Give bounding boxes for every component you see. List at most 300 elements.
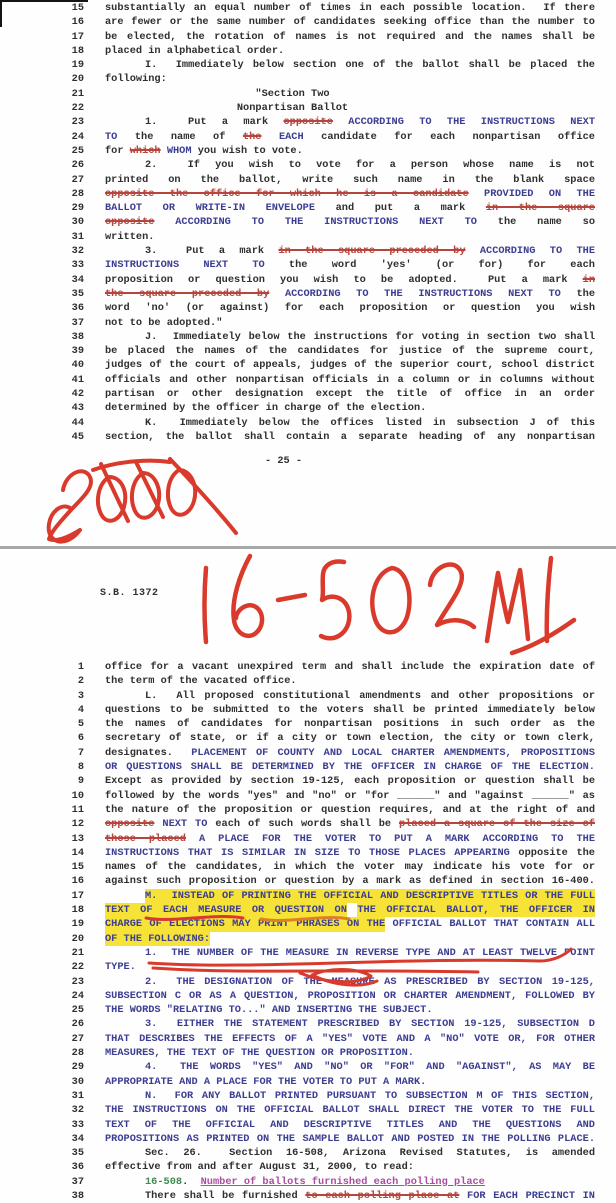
line-text xyxy=(105,330,595,344)
text-line xyxy=(0,115,616,129)
line-text xyxy=(105,87,595,101)
body-text: word 'no' (or against) for each proposition or question you wish xyxy=(105,302,595,315)
deleted-text: opposite the office for which he is a candidate xyxy=(105,187,469,200)
inserted-text: 4. THE WORDS "YES" AND "NO" OR "FOR" AND "AGAINST", AS MAY BE xyxy=(145,1061,595,1074)
line-text xyxy=(105,115,595,129)
body-text: proposition or question you wish to be adopted. Put a mark xyxy=(105,273,583,286)
line-text xyxy=(105,101,595,115)
line-number: 23 xyxy=(71,975,84,988)
line-number: 7 xyxy=(77,746,84,759)
line-text xyxy=(105,660,595,674)
line-text xyxy=(105,358,595,372)
page-number-text: - 25 - xyxy=(265,455,303,467)
line-number: 26 xyxy=(71,159,84,172)
line-number: 20 xyxy=(71,73,84,86)
text-line xyxy=(0,660,616,674)
line-number: 21 xyxy=(71,87,84,100)
text-line xyxy=(0,932,616,946)
text-line xyxy=(0,301,616,315)
body-text: L. All proposed constitutional amendments and other propositions or xyxy=(145,689,595,702)
body-text: 3. Put a mark xyxy=(145,245,279,258)
inserted-text: APPROPRIATE AND A PLACE FOR THE VOTER TO PUT A MARK. xyxy=(105,1075,427,1088)
line-text xyxy=(105,1118,595,1132)
line-text xyxy=(105,287,595,301)
line-text xyxy=(105,1046,595,1060)
line-number: 33 xyxy=(71,259,84,272)
line-number: 19 xyxy=(71,59,84,72)
line-text xyxy=(105,187,595,201)
line-number: 17 xyxy=(71,889,84,902)
text-line xyxy=(0,58,616,72)
line-number: 34 xyxy=(71,1132,84,1145)
inserted-text: INSTRUCTIONS THAT IS SIMILAR IN SIZE TO THOSE PLACES APPEARING xyxy=(105,846,510,859)
line-number: 3 xyxy=(77,689,84,702)
line-number: 16 xyxy=(71,16,84,29)
line-number: 12 xyxy=(71,818,84,831)
text-line xyxy=(0,401,616,415)
line-text xyxy=(105,258,595,272)
text-line xyxy=(0,832,616,846)
deleted-text: which xyxy=(129,144,161,157)
text-line xyxy=(0,1046,616,1060)
body-text: printed on the ballot, write such name in the blank space xyxy=(105,173,595,186)
line-text xyxy=(105,1017,595,1031)
body-text: judges of the court of appeals, judges of the superior court, school district xyxy=(105,359,595,372)
inserted-text: 2. THE DESIGNATION OF THE MEASURE AS PRESCRIBED BY SECTION 19-125, xyxy=(145,975,595,988)
inserted-text: PROVIDED ON THE xyxy=(484,187,595,200)
line-number: 28 xyxy=(71,187,84,200)
body-text: each of such words shall be xyxy=(207,818,399,831)
handwritten-2000-mark xyxy=(49,459,236,542)
body-text: not to be adopted." xyxy=(105,316,223,329)
inserted-text: ACCORDING TO THE INSTRUCTIONS NEXT xyxy=(348,116,595,129)
line-number: 39 xyxy=(71,345,84,358)
text-line xyxy=(0,946,616,960)
text-line xyxy=(0,1003,616,1017)
text-line xyxy=(0,1175,616,1189)
line-number: 17 xyxy=(71,30,84,43)
text-line xyxy=(0,330,616,344)
body-text: K. Immediately below the offices listed in subsection J of this xyxy=(145,416,595,429)
inserted-text: THAT DESCRIBES THE EFFECTS OF A "YES" VOTE AND A "NO" VOTE OR, FOR OTHER xyxy=(105,1032,595,1045)
line-text xyxy=(105,1032,595,1046)
body-text: followed by the words "yes" and "no" or "for ______" and "against ______" as xyxy=(105,789,595,802)
line-number: 13 xyxy=(71,832,84,845)
inserted-text: OFFICIAL BALLOT THAT CONTAIN ALL xyxy=(385,918,595,931)
inserted-text: NEXT TO xyxy=(162,818,208,831)
inserted-text: TYPE. xyxy=(105,961,136,974)
line-number: 38 xyxy=(71,330,84,343)
body-text: and put a mark xyxy=(315,202,486,215)
deleted-text: the square preceded by xyxy=(105,287,270,300)
inserted-text: OR QUESTIONS SHALL BE DETERMINED BY THE OFFICER IN CHARGE OF THE ELECTION. xyxy=(105,761,595,774)
text-line xyxy=(0,358,616,372)
text-line xyxy=(0,1103,616,1117)
line-text xyxy=(105,960,595,974)
body-text xyxy=(261,131,278,143)
inserted-text: ACCORDING TO THE xyxy=(479,245,595,258)
text-line xyxy=(0,817,616,831)
line-number: 36 xyxy=(71,302,84,315)
deleted-text: placed a square of the size of xyxy=(399,818,595,831)
text-line xyxy=(0,903,616,917)
text-line xyxy=(0,30,616,44)
text-line xyxy=(0,1,616,15)
text-line xyxy=(0,975,616,989)
inserted-text: THE WORDS "RELATING TO..." AND INSERTING THE SUBJECT. xyxy=(105,1004,433,1017)
line-text xyxy=(105,932,595,946)
deleted-text: in xyxy=(582,273,595,286)
line-text xyxy=(105,344,595,358)
deleted-text: those placed xyxy=(105,832,186,845)
line-text xyxy=(105,774,595,788)
body-text: for xyxy=(105,144,130,157)
line-text xyxy=(105,703,595,717)
line-number: 34 xyxy=(71,273,84,286)
body-text: designates. xyxy=(105,746,192,759)
text-line xyxy=(0,273,616,287)
body-text: . xyxy=(182,1175,201,1188)
body-text: officials and other nonpartisan officials in a column or in columns without xyxy=(105,373,595,386)
page-1 xyxy=(0,1,616,444)
line-number: 22 xyxy=(71,961,84,974)
body-text: effective from and after August 31, 2000, to read: xyxy=(105,1161,414,1174)
line-text xyxy=(105,731,595,745)
line-text xyxy=(105,1075,595,1089)
body-text xyxy=(466,245,480,257)
line-number: 24 xyxy=(71,130,84,143)
text-line xyxy=(0,416,616,430)
page-2 xyxy=(0,660,616,1203)
line-text xyxy=(105,201,595,215)
text-line xyxy=(0,674,616,688)
line-text xyxy=(105,789,595,803)
body-text: the word 'yes' (or for) for each xyxy=(264,259,595,272)
body-text: secretary of state, or if a city or town election, the city or town clerk, xyxy=(105,732,595,745)
line-text xyxy=(105,15,595,29)
body-text: names of the candidates, in which the voter may indicate his vote for or xyxy=(105,861,595,874)
line-text xyxy=(105,373,595,387)
line-number: 41 xyxy=(71,373,84,386)
line-number: 37 xyxy=(71,1175,84,1188)
body-text: 1. Put a mark xyxy=(145,116,284,129)
page-number-footer xyxy=(105,455,485,467)
body-text: determined by the officer in charge of the election. xyxy=(105,402,427,415)
body-text: the nature of the proposition or question requires, and at the right of and xyxy=(105,803,595,816)
text-line xyxy=(0,889,616,903)
line-number: 16 xyxy=(71,875,84,888)
body-text: written. xyxy=(105,230,155,243)
inserted-text: MEASURES, THE TEXT OF THE QUESTION OR PROPOSITION. xyxy=(105,1047,414,1060)
line-text xyxy=(105,416,595,430)
body-text xyxy=(459,1190,467,1202)
body-text: Nonpartisan Ballot xyxy=(236,102,349,115)
body-text: Except as provided by section 19-125, each proposition or question shall be xyxy=(105,775,595,788)
body-text: the names of candidates for nonpartisan positions in such order as the xyxy=(105,718,595,731)
text-line xyxy=(0,101,616,115)
inserted-text: FOR EACH PRECINCT IN xyxy=(467,1189,595,1202)
body-text: opposite the xyxy=(509,846,595,859)
line-text xyxy=(105,173,595,187)
line-text xyxy=(105,144,595,158)
body-text: I. Immediately below section one of the ballot shall be placed the xyxy=(145,59,595,72)
text-line xyxy=(0,746,616,760)
line-text xyxy=(105,1,595,15)
inserted-text: WHOM xyxy=(166,144,192,157)
text-line xyxy=(0,44,616,58)
text-line xyxy=(0,846,616,860)
line-number: 25 xyxy=(71,144,84,157)
inserted-text: 1. THE NUMBER OF THE MEASURE IN REVERSE TYPE AND AT LEAST TWELVE POINT xyxy=(145,946,595,959)
text-line xyxy=(0,87,616,101)
handwritten-16-502-m1-mark xyxy=(205,556,575,653)
line-number: 38 xyxy=(71,1189,84,1202)
line-number: 32 xyxy=(71,245,84,258)
line-text xyxy=(105,72,595,86)
line-number: 18 xyxy=(71,44,84,57)
line-number: 44 xyxy=(71,416,84,429)
text-line xyxy=(0,1089,616,1103)
line-number: 19 xyxy=(71,918,84,931)
inserted-text: TEXT OF THE OFFICIAL AND DESCRIPTIVE TITLES AND THE QUESTIONS AND xyxy=(105,1118,595,1131)
text-line xyxy=(0,1075,616,1089)
section-number: 16-508 xyxy=(145,1175,183,1188)
text-line xyxy=(0,316,616,330)
line-number: 5 xyxy=(77,718,84,731)
body-text: candidate for each nonpartisan office xyxy=(303,130,595,143)
text-line xyxy=(0,1118,616,1132)
line-text xyxy=(105,760,595,774)
highlighted-text: CHARGE OF ELECTIONS MAY PRINT PHRASES ON THE xyxy=(105,918,386,931)
text-line xyxy=(0,689,616,703)
text-line xyxy=(0,287,616,301)
body-text: the xyxy=(560,287,595,300)
line-text xyxy=(105,1132,595,1146)
highlighted-text: OF THE FOLLOWING: xyxy=(105,932,211,945)
line-number: 15 xyxy=(71,861,84,874)
line-number: 45 xyxy=(71,430,84,443)
line-text xyxy=(105,1189,595,1203)
inserted-text: ACCORDING TO THE INSTRUCTIONS NEXT TO xyxy=(175,216,477,229)
body-text: "Section Two xyxy=(255,87,330,100)
line-number: 25 xyxy=(71,1004,84,1017)
inserted-text: SUBSECTION C OR AS A QUESTION, PROPOSITION OR CHARTER AMENDMENT, FOLLOWED BY xyxy=(105,989,595,1002)
line-number: 35 xyxy=(71,1147,84,1160)
inserted-text: ACCORDING TO THE INSTRUCTIONS NEXT TO xyxy=(284,287,561,300)
highlighted-text: THE OFFICIAL BALLOT, THE OFFICER IN xyxy=(357,904,595,917)
deleted-text: opposite xyxy=(105,216,155,229)
section-title: Number of ballots furnished each polling place xyxy=(200,1175,485,1188)
line-number: 18 xyxy=(71,904,84,917)
highlighted-text: TEXT OF EACH MEASURE OR QUESTION ON xyxy=(105,904,347,917)
inserted-text: N. FOR ANY BALLOT PRINTED PURSUANT TO SUBSECTION M OF THIS SECTION, xyxy=(145,1089,595,1102)
line-number: 14 xyxy=(71,846,84,859)
deleted-text: opposite xyxy=(105,818,155,831)
deleted-text: in the square xyxy=(485,202,595,215)
line-number: 27 xyxy=(71,1032,84,1045)
body-text: partisan or other designation except the title of office in an order xyxy=(105,388,595,401)
line-text xyxy=(105,803,595,817)
line-text xyxy=(105,689,595,703)
text-line xyxy=(0,215,616,229)
body-text: against such proposition or question by a mark as defined in section 16-400. xyxy=(105,875,595,888)
line-number: 28 xyxy=(71,1047,84,1060)
line-number: 29 xyxy=(71,202,84,215)
line-number: 37 xyxy=(71,316,84,329)
body-text: 2. If you wish to vote for a person whose name is not xyxy=(145,159,595,172)
line-text xyxy=(105,30,595,44)
inserted-text: PROPOSITIONS AS PRINTED ON THE SAMPLE BALLOT AND POSTED IN THE POLLING PLACE. xyxy=(105,1132,595,1145)
line-text xyxy=(105,975,595,989)
line-number: 10 xyxy=(71,789,84,802)
text-line xyxy=(0,72,616,86)
text-line xyxy=(0,187,616,201)
line-text xyxy=(105,301,595,315)
line-number: 32 xyxy=(71,1104,84,1117)
body-text: are fewer or the same number of candidates seeking office than the number to xyxy=(105,16,595,29)
body-text: questions to be submitted to the voters shall be printed immediately below xyxy=(105,703,595,716)
line-number: 24 xyxy=(71,989,84,1002)
line-number: 42 xyxy=(71,388,84,401)
text-line xyxy=(0,373,616,387)
line-text xyxy=(105,44,595,58)
line-number: 1 xyxy=(77,661,84,673)
body-text xyxy=(186,833,199,845)
line-text xyxy=(105,1146,595,1160)
body-text: following: xyxy=(105,73,167,86)
line-text xyxy=(105,316,595,330)
text-line xyxy=(0,430,616,444)
line-text xyxy=(105,889,595,903)
line-number: 11 xyxy=(71,803,84,816)
line-number: 35 xyxy=(71,287,84,300)
text-line xyxy=(0,230,616,244)
inserted-text: 3. EITHER THE STATEMENT PRESCRIBED BY SECTION 19-125, SUBSECTION D xyxy=(145,1018,595,1031)
line-text xyxy=(105,215,595,229)
inserted-text: A PLACE FOR THE VOTER TO PUT A MARK ACCORDING TO THE xyxy=(198,832,595,845)
line-number: 27 xyxy=(71,173,84,186)
line-text xyxy=(105,1160,595,1174)
line-number: 4 xyxy=(77,703,84,716)
line-number: 6 xyxy=(77,732,84,745)
line-number: 23 xyxy=(71,116,84,129)
body-text: substantially an equal number of times in each possible location. If there xyxy=(105,2,595,14)
text-line xyxy=(0,874,616,888)
text-line xyxy=(0,15,616,29)
line-text xyxy=(105,817,595,831)
line-number: 8 xyxy=(77,761,84,774)
line-text xyxy=(105,158,595,172)
inserted-text xyxy=(347,904,357,916)
body-text: Sec. 26. Section 16-508, Arizona Revised Statutes, is amended xyxy=(145,1147,595,1160)
inserted-text: BALLOT OR WRITE-IN ENVELOPE xyxy=(105,202,316,215)
body-text: J. Immediately below the instructions for voting in section two shall xyxy=(145,330,595,343)
text-line xyxy=(0,173,616,187)
line-number: 30 xyxy=(71,1075,84,1088)
text-line xyxy=(0,344,616,358)
text-line xyxy=(0,960,616,974)
text-line xyxy=(0,760,616,774)
line-number: 31 xyxy=(71,230,84,243)
line-number: 31 xyxy=(71,1089,84,1102)
text-line xyxy=(0,244,616,258)
bill-number: S.B. 1372 xyxy=(100,588,159,599)
highlighted-text: M. INSTEAD OF PRINTING THE OFFICIAL AND DESCRIPTIVE TITLES OR THE FULL xyxy=(145,889,595,902)
body-text: placed in alphabetical order. xyxy=(105,44,285,57)
line-number: 43 xyxy=(71,402,84,415)
text-line xyxy=(0,717,616,731)
text-line xyxy=(0,1132,616,1146)
line-number: 22 xyxy=(71,102,84,115)
deleted-text: in the square preceded by xyxy=(278,245,466,258)
line-text xyxy=(105,430,595,444)
text-line xyxy=(0,731,616,745)
text-line xyxy=(0,989,616,1003)
text-line xyxy=(0,1060,616,1074)
body-text xyxy=(469,188,484,200)
line-number: 30 xyxy=(71,216,84,229)
line-text xyxy=(105,903,595,917)
body-text: be placed the names of the candidates for justice of the supreme court, xyxy=(105,345,595,358)
page-divider xyxy=(0,546,616,549)
text-line xyxy=(0,789,616,803)
text-line xyxy=(0,1017,616,1031)
body-text: be elected, the rotation of names is not required and the names shall be xyxy=(105,30,595,43)
line-text xyxy=(105,1089,595,1103)
line-number: 20 xyxy=(71,932,84,945)
text-line xyxy=(0,1189,616,1203)
line-number: 36 xyxy=(71,1161,84,1174)
line-text xyxy=(105,387,595,401)
line-text xyxy=(105,860,595,874)
text-line xyxy=(0,1160,616,1174)
line-text xyxy=(105,674,595,688)
body-text: the name so xyxy=(476,216,595,229)
text-line xyxy=(0,803,616,817)
page-1-lines xyxy=(0,1,616,444)
inserted-text: PLACEMENT OF COUNTY AND LOCAL CHARTER AMENDMENTS, PROPOSITIONS xyxy=(191,746,595,759)
body-text xyxy=(154,216,175,228)
text-line xyxy=(0,158,616,172)
page-2-lines xyxy=(0,660,616,1203)
body-text: the name of xyxy=(117,130,243,143)
line-number: 40 xyxy=(71,359,84,372)
text-line xyxy=(0,1032,616,1046)
line-number: 26 xyxy=(71,1018,84,1031)
text-line xyxy=(0,144,616,158)
body-text: There shall be furnished xyxy=(145,1189,306,1202)
line-text xyxy=(105,874,595,888)
line-text xyxy=(105,717,595,731)
line-text xyxy=(105,1003,595,1017)
inserted-text: TO xyxy=(105,130,118,143)
body-text: section, the ballot shall contain a separate heading of any nonpartisan xyxy=(105,430,595,443)
body-text xyxy=(333,116,348,128)
text-line xyxy=(0,917,616,931)
body-text xyxy=(269,288,285,300)
text-line xyxy=(0,387,616,401)
inserted-text: THE INSTRUCTIONS ON THE OFFICIAL BALLOT SHALL DIRECT THE VOTER TO THE FULL xyxy=(105,1104,595,1117)
body-text: office for a vacant unexpired term and shall include the expiration date of xyxy=(105,661,595,673)
text-line xyxy=(0,774,616,788)
text-line xyxy=(0,130,616,144)
line-number: 21 xyxy=(71,946,84,959)
deleted-text: opposite xyxy=(283,116,333,129)
line-text xyxy=(105,1175,595,1189)
inserted-text: INSTRUCTIONS NEXT TO xyxy=(105,259,265,272)
line-text xyxy=(105,917,595,931)
body-text: you wish to vote. xyxy=(191,144,303,157)
